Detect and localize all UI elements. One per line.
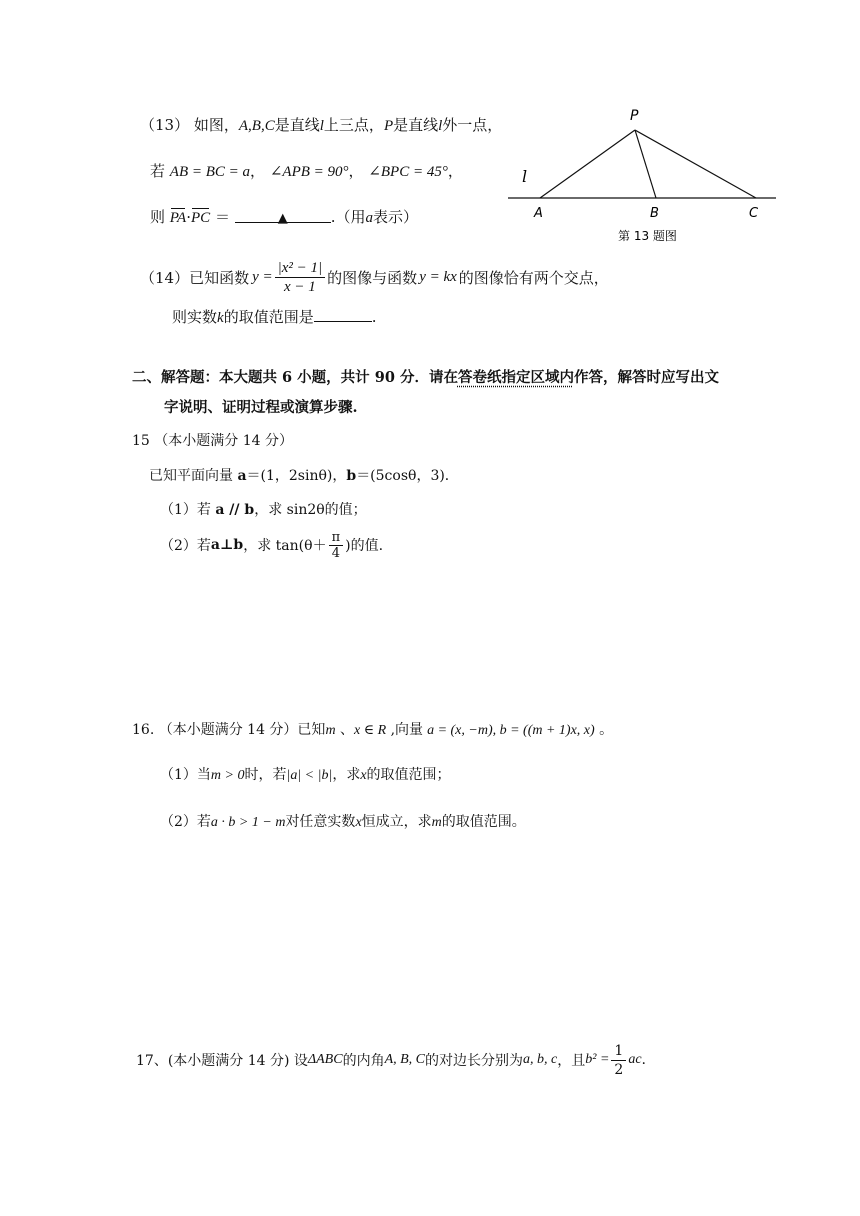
q17-text: 的对边长分别为 [425, 1053, 524, 1069]
q15-text: ，求 sin2θ的值； [254, 502, 367, 518]
q17-sides: a, b, c [523, 1052, 558, 1067]
q16-condition: x ∈ R [354, 723, 387, 738]
q13-condition: AB = BC = a [169, 164, 251, 180]
q13-text: 如图， [193, 116, 239, 134]
q15-part2 [160, 526, 383, 564]
q13-text: .（用 [330, 208, 366, 226]
q15-numerator: π [329, 530, 344, 546]
q16-var-m: m [431, 815, 442, 830]
q15-text: )的值. [345, 538, 384, 554]
q16-var-x: x [355, 815, 362, 830]
dot-operator: · [186, 208, 191, 226]
q16-text: 恒成立，求 [361, 814, 432, 830]
q16-text: 。 [594, 722, 614, 738]
q13-text: 外一点， [442, 116, 503, 134]
q14-text: 的图像与函数 [327, 268, 418, 287]
q13-text: ， [250, 162, 266, 180]
q13-line-l: l [319, 118, 324, 134]
label-p: P [630, 108, 639, 124]
vector-a: a [237, 468, 247, 484]
q17-equation: ac [628, 1052, 642, 1067]
q15-text: ＝(5cosθ，3)． [356, 468, 459, 484]
q15-text: ＝(1，2sinθ)， [246, 468, 347, 484]
q15-header [132, 430, 293, 450]
q17-text: 的内角 [342, 1053, 385, 1069]
vector-pa: PA [169, 210, 187, 226]
q13-text: ， [447, 162, 463, 180]
q13-text: 则 [150, 208, 166, 226]
q17-text: 17、(本小题满分 14 分) 设 [136, 1053, 308, 1069]
q16-part2 [160, 811, 526, 831]
q16-text: （2）若 [160, 814, 211, 830]
q14-fraction [275, 259, 326, 296]
segment-pa [540, 130, 635, 198]
section2-title-line2 [164, 396, 358, 417]
q14-text: 已知函数 [189, 268, 250, 287]
q17-numerator: 1 [611, 1042, 626, 1061]
q15-text: ，求 tan(θ＋ [243, 538, 327, 554]
label-l: l [522, 167, 528, 186]
q15-header-text: 15 （本小题满分 14 分） [132, 433, 293, 449]
q17-denominator: 2 [614, 1061, 624, 1078]
q13-line2 [150, 160, 463, 181]
q13-condition: ∠BPC = 45° [368, 164, 448, 180]
label-a: A [534, 206, 543, 221]
q16-var-x: x [360, 768, 367, 783]
q13-condition: ∠APB = 90° [269, 164, 349, 180]
section2-text: 二、解答题：本大题共 6 小题，共计 90 分．请在 [132, 369, 458, 386]
q16-text: 对任意实数 [285, 814, 356, 830]
q14-line2 [172, 306, 376, 327]
q13-var-a: a [365, 210, 374, 226]
q17-angles: A, B, C [384, 1052, 426, 1067]
q14-var-k: k [217, 310, 224, 326]
label-b: B [650, 206, 659, 221]
q13-line3 [150, 206, 418, 227]
q17-fraction [611, 1042, 626, 1079]
q13-text: 是直线 [274, 116, 320, 134]
q15-condition: a // b [215, 502, 255, 518]
q16-text: 时，若 [244, 767, 287, 783]
q13-line1 [140, 114, 502, 135]
q16-text: 16. （本小题满分 14 分）已知 [132, 722, 326, 738]
q14-line1 [140, 252, 609, 302]
q13-points: A,B,C [238, 118, 275, 134]
q16-text: 、 [335, 722, 355, 738]
q15-text: （1）若 [160, 502, 216, 518]
q14-text: 的取值范围是 [223, 308, 314, 326]
q16-var-m: m [325, 723, 336, 738]
q14-text: 则实数 [172, 308, 218, 326]
q13-text: 是直线 [393, 116, 439, 134]
q13-text: ＝ [214, 208, 230, 226]
section2-text: 作答，解答时应写出文 [573, 369, 719, 386]
q15-denominator: 4 [331, 545, 340, 561]
q15-text: （2）若 [160, 538, 211, 554]
vector-b: b [346, 468, 357, 484]
q15-part1 [160, 499, 367, 519]
section2-emphasis: 答卷纸指定区域内 [457, 369, 574, 386]
section2-title [132, 366, 719, 387]
q15-stem [149, 465, 459, 485]
q15-fraction [329, 530, 344, 561]
q14-numerator: |x² − 1| [275, 259, 326, 278]
answer-blank[interactable] [235, 208, 331, 226]
q14-func2: y = kx [419, 268, 457, 285]
triangle-marker-icon: ▲ [277, 211, 288, 226]
q16-part1 [160, 764, 451, 784]
q13-text: 表示） [373, 208, 419, 226]
q13-point-p: P [383, 118, 394, 134]
answer-blank[interactable] [314, 307, 372, 322]
q15-condition: a⊥b [210, 537, 244, 553]
q16-condition: m > 0 [210, 768, 245, 783]
q13-text: 上三点， [323, 116, 384, 134]
q13-number: （13） [140, 116, 190, 134]
label-c: C [749, 206, 759, 221]
q16-text: 的取值范围。 [441, 814, 526, 830]
q14-text: . [371, 308, 377, 326]
q16-vectors: a = (x, −m), b = ((m + 1)x, x) [427, 723, 595, 738]
q16-text: ，求 [332, 767, 361, 783]
q14-func: y = [252, 268, 273, 285]
q16-inequality: a · b > 1 − m [210, 815, 286, 830]
q16-text: ,向量 [386, 722, 424, 738]
q17-header [136, 1038, 646, 1082]
q15-text: 已知平面向量 [149, 468, 238, 484]
q13-text: ， [348, 162, 364, 180]
q14-number: （14） [140, 268, 190, 287]
vector-pc: PC [190, 210, 211, 226]
q13-line-l: l [438, 118, 443, 134]
section2-text: 字说明、证明过程或演算步骤. [164, 399, 358, 416]
q16-text: 的取值范围； [366, 767, 451, 783]
q13-text: 若 [150, 162, 166, 180]
q14-text: 的图像恰有两个交点， [458, 268, 609, 287]
q16-inequality: |a| < |b| [286, 768, 333, 783]
q17-triangle: ΔABC [307, 1052, 343, 1067]
q17-text: ，且 [557, 1053, 586, 1069]
q17-text: . [641, 1052, 646, 1068]
figure-caption: 第 13 题图 [618, 229, 677, 243]
q17-equation: b² = [585, 1052, 610, 1067]
q13-figure [500, 100, 790, 250]
q16-text: （1）当 [160, 767, 211, 783]
q14-denominator: x − 1 [284, 278, 316, 295]
q16-header [132, 719, 613, 739]
